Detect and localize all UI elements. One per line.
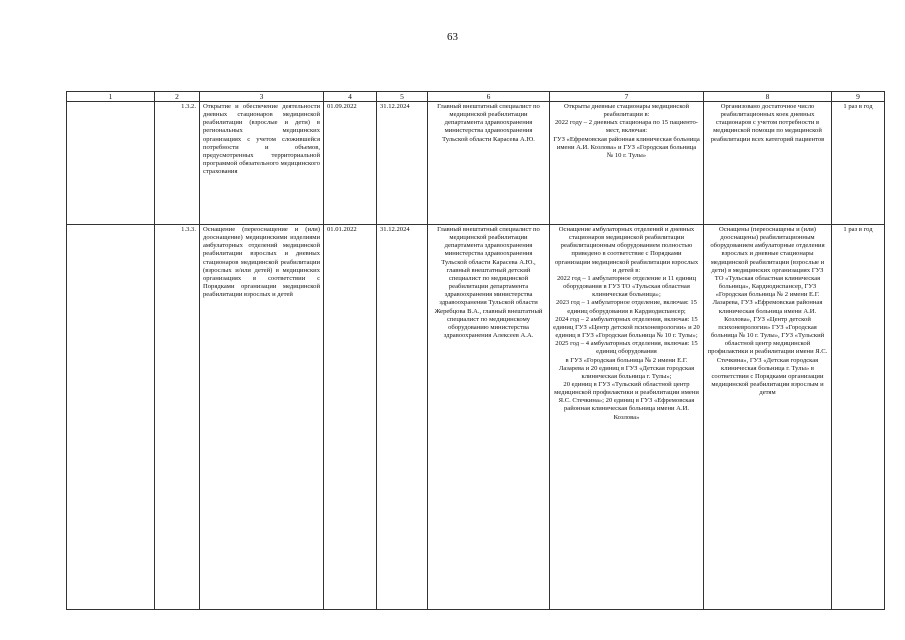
responsible-text: Главный внештатный специалист по медицинской реабилитации департамента здравоохранения министерства здравоохранения Тульской области Карасева А.Ю., главный внештатный детский специалист по медицинской реабилитации департамента здравоохранения министерства здравоохранения Тульской области Жеребцова В.А., главный внештатный специалист по медицинскому оборудованию министерства здравоохранения Алексеев А.А. — [428, 225, 550, 610]
table-row — [67, 102, 885, 225]
indicator-text: Оснащены (переоснащены и (или) дооснащены) реабилитационным оборудованием амбулаторные отделения взрослых и дневные стационары медицинской реабилитации (взрослые и дети) в медицинских организациях ГУЗ ТО «Тульская областная клиническая больница», Кардиодиспансер, ГУЗ «Городская больница № 2 имени Е.Г. Лазарева, ГУЗ «Ефремовская районная клиническая больница имени А.И. Козлова», ГУЗ «Центр детской психоневрологии» ГУЗ «Городская больница № 10 г. Тулы», ГУЗ «Тульский областной центр медицинской профилактики и реабилитации имени Я.С. Стечкина», ГУЗ «Детская городская клиническая больница г. Тулы» в соответствии с Порядками организации медицинской реабилитации взрослым и детям — [704, 225, 832, 610]
column-number: 4 — [324, 92, 377, 102]
column-number: 7 — [550, 92, 704, 102]
start-date: 01.09.2022 — [324, 102, 377, 225]
empty-cell — [67, 102, 155, 225]
column-number: 1 — [67, 92, 155, 102]
result-text: Оснащение амбулаторных отделений и дневных стационаров медицинской реабилитации реабилитационным оборудованием полностью приведено в соответствие с Порядками организации медицинской реабилитации взрослых и детей в: 2022 год – 1 амбулаторное отделение и 11 единиц оборудования в ГУЗ ТО «Тульская областная клиническая больница»; 2023 год – 1 амбулаторное отделение, включая: 15 единиц оборудования в Кардиодиспансер; 2024 год – 2 амбулаторных отделения, включая: 15 единиц ГУЗ «Центр детской психоневрологии» и 20 единиц в ГУЗ «Городская больница № 10 г. Тулы»; 2025 год – 4 амбулаторных отделения, включая: 15 единиц оборудования в ГУЗ «Городская больница № 2 имени Е.Г. Лазарева и 20 единиц в ГУЗ «Детская городская клиническая больница г. Тулы»; 20 единиц в ГУЗ «Тульский областной центр медицинской профилактики и реабилитации имени Я.С. Стечкина»; 20 единиц в ГУЗ «Ефремовская районная клиническая больница имени А.И. Козлова» — [550, 225, 704, 610]
column-number: 3 — [200, 92, 324, 102]
start-date: 01.01.2022 — [324, 225, 377, 610]
table-row — [67, 225, 885, 610]
item-number: 1.3.3. — [155, 225, 200, 610]
activity-text: Открытие и обеспечение деятельности дневных стационаров медицинской реабилитации (взрослые и дети) в региональных медицинских организациях с учетом сложившейся потребности и объемов, предусмотренных территориальной программой обязательного медицинского страхования — [200, 102, 324, 225]
page-number: 63 — [447, 31, 458, 43]
column-number: 8 — [704, 92, 832, 102]
activity-text: Оснащение (переоснащение и (или) дооснащение) медицинскими изделиями амбулаторных отделений медицинской реабилитации взрослых и дневных стационаров медицинской реабилитации (взрослых и/или детей) в медицинских организациях в соответствии с Порядками организации медицинской реабилитации взрослых и детей — [200, 225, 324, 610]
responsible-text: Главный внештатный специалист по медицинской реабилитации департамента здравоохранения министерства здравоохранения Тульской области Карасева А.Ю. — [428, 102, 550, 225]
result-text: Открыты дневные стационары медицинской реабилитации в: 2022 году – 2 дневных стационара по 15 пациенто-мест, включая: ГУЗ «Ефремовская районная клиническая больница имени А.И. Козлова» и ГУЗ «Городская больница № 10 г. Тулы» — [550, 102, 704, 225]
item-number: 1.3.2. — [155, 102, 200, 225]
plan-table — [66, 91, 885, 610]
column-number: 6 — [428, 92, 550, 102]
end-date: 31.12.2024 — [377, 102, 428, 225]
frequency-text: 1 раз в год — [832, 225, 885, 610]
end-date: 31.12.2024 — [377, 225, 428, 610]
column-number: 2 — [155, 92, 200, 102]
frequency-text: 1 раз в год — [832, 102, 885, 225]
indicator-text: Организовано достаточное число реабилитационных коек дневных стационаров с учетом потребности в медицинской помощи по медицинской реабилитации всех категорий пациентов — [704, 102, 832, 225]
column-number: 9 — [832, 92, 885, 102]
empty-cell — [67, 225, 155, 610]
column-number-row — [67, 92, 885, 102]
column-number: 5 — [377, 92, 428, 102]
